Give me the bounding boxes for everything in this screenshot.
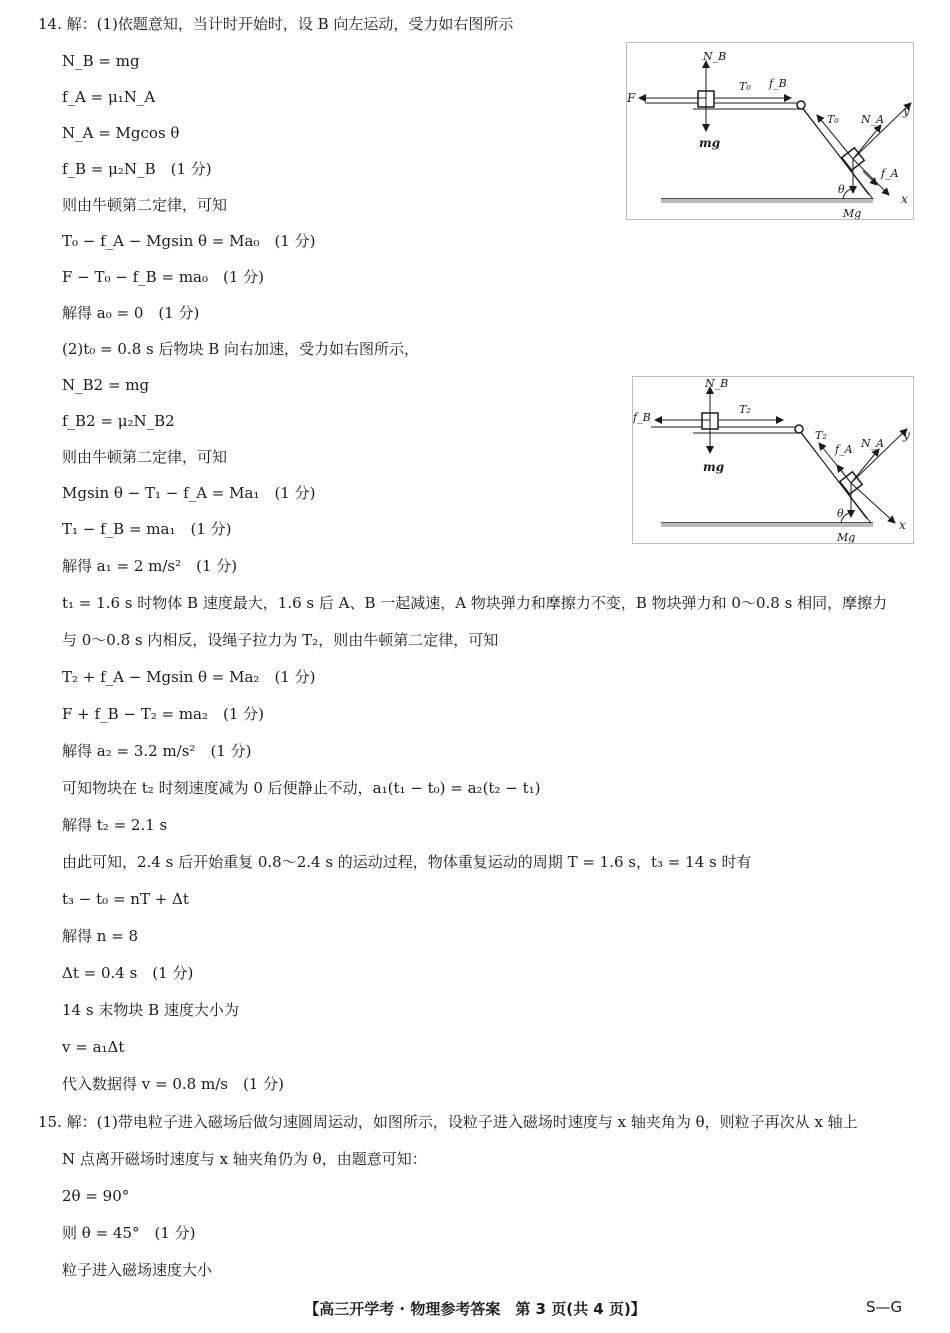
q15-heading: 15. 解：(1)带电粒子进入磁场后做匀速圆周运动，如图所示，设粒子进入磁场时速度与 x 轴夹角为 θ，则粒子再次从 x 轴上 <box>38 1113 858 1131</box>
label-nb: N_B <box>703 50 727 63</box>
label-fa: f_A <box>835 443 853 456</box>
label-theta: θ <box>838 183 845 196</box>
q14-heading: 14. 解：(1)依题意知，当计时开始时，设 B 向左运动，受力如右图所示 <box>38 15 514 33</box>
label-fb: f_B <box>633 411 651 424</box>
text-line: 则由牛顿第二定律，可知 <box>62 196 228 214</box>
label-t0-incline: T₀ <box>827 113 839 126</box>
label-y: y <box>903 428 910 442</box>
text-line: (2)t₀ = 0.8 s 后物块 B 向右加速，受力如右图所示， <box>62 340 420 358</box>
text-line: 则由牛顿第二定律，可知 <box>62 448 228 466</box>
force-diagram-1 <box>626 42 914 220</box>
equation-line: Mgsin θ − T₁ − f_A = Ma₁ (1 分) <box>62 484 316 502</box>
equation-line: F − T₀ − f_B = ma₀ (1 分) <box>62 268 265 286</box>
label-nb: N_B <box>705 377 729 390</box>
text-line: N 点离开磁场时速度与 x 轴夹角仍为 θ，由题意可知： <box>62 1150 427 1168</box>
label-x: x <box>901 192 908 206</box>
label-Mg: Mg <box>837 531 856 543</box>
pulley-icon <box>797 101 805 109</box>
equation-line: 解得 n = 8 <box>62 927 139 945</box>
label-t2-incline: T₂ <box>815 429 827 442</box>
equation-line: f_B2 = μ₂N_B2 <box>62 412 175 430</box>
equation-line: N_B2 = mg <box>62 376 150 394</box>
text-line: 粒子进入磁场速度大小 <box>62 1261 213 1279</box>
equation-line: T₁ − f_B = ma₁ (1 分) <box>62 520 232 538</box>
equation-line: T₂ + f_A − Mgsin θ = Ma₂ (1 分) <box>62 668 316 686</box>
label-t0: T₀ <box>739 80 751 93</box>
label-mg: mg <box>703 460 725 474</box>
label-na: N_A <box>861 113 885 126</box>
ground-hatch <box>661 523 873 527</box>
text-line: 可知物块在 t₂ 时刻速度减为 0 后便静止不动，a₁(t₁ − t₀) = a₂(t₂ − t₁) <box>62 779 541 797</box>
text-line: 14 s 末物块 B 速度大小为 <box>62 1001 239 1019</box>
equation-line: 解得 a₁ = 2 m/s² (1 分) <box>62 557 238 575</box>
equation-line: 则 θ = 45° (1 分) <box>62 1224 196 1242</box>
pulley-icon <box>795 425 803 433</box>
equation-line: 解得 a₀ = 0 (1 分) <box>62 304 200 322</box>
equation-line: F + f_B − T₂ = ma₂ (1 分) <box>62 705 265 723</box>
label-fa: f_A <box>881 167 899 180</box>
equation-line: Δt = 0.4 s (1 分) <box>62 964 194 982</box>
equation-line: T₀ − f_A − Mgsin θ = Ma₀ (1 分) <box>62 232 316 250</box>
equation-line: v = a₁Δt <box>62 1038 125 1056</box>
footer-code: S—G <box>866 1298 903 1316</box>
label-mg: mg <box>699 136 721 150</box>
equation-line: 代入数据得 v = 0.8 m/s (1 分) <box>62 1075 284 1093</box>
label-fb: f_B <box>769 77 787 90</box>
equation-line: f_B = μ₂N_B (1 分) <box>62 160 212 178</box>
equation-line: N_B = mg <box>62 52 140 70</box>
label-na: N_A <box>861 437 885 450</box>
equation-line: t₃ − t₀ = nT + Δt <box>62 890 189 908</box>
label-x: x <box>899 518 906 532</box>
text-line: t₁ = 1.6 s 时物体 B 速度最大，1.6 s 后 A、B 一起减速，A 物块弹力和摩擦力不变，B 物块弹力和 0～0.8 s 相同，摩擦力 <box>62 594 888 612</box>
equation-line: 解得 t₂ = 2.1 s <box>62 816 168 834</box>
label-t2: T₂ <box>739 403 751 416</box>
equation-line: f_A = μ₁N_A <box>62 88 156 106</box>
text-line: 与 0～0.8 s 内相反，设绳子拉力为 T₂，则由牛顿第二定律，可知 <box>62 631 499 649</box>
equation-line: 2θ = 90° <box>62 1187 130 1205</box>
text-line: 由此可知，2.4 s 后开始重复 0.8～2.4 s 的运动过程，物体重复运动的周期 T = 1.6 s，t₃ = 14 s 时有 <box>62 853 752 871</box>
label-y: y <box>903 104 910 118</box>
ground-hatch <box>661 199 873 203</box>
label-Mg: Mg <box>843 207 862 219</box>
label-f: F <box>627 91 636 105</box>
force-diagram-2 <box>632 376 914 544</box>
label-theta: θ <box>837 507 844 520</box>
equation-line: 解得 a₂ = 3.2 m/s² (1 分) <box>62 742 252 760</box>
equation-line: N_A = Mgcos θ <box>62 124 180 142</box>
footer-title: 【高三开学考 · 物理参考答案 第 3 页(共 4 页)】 <box>304 1300 646 1318</box>
